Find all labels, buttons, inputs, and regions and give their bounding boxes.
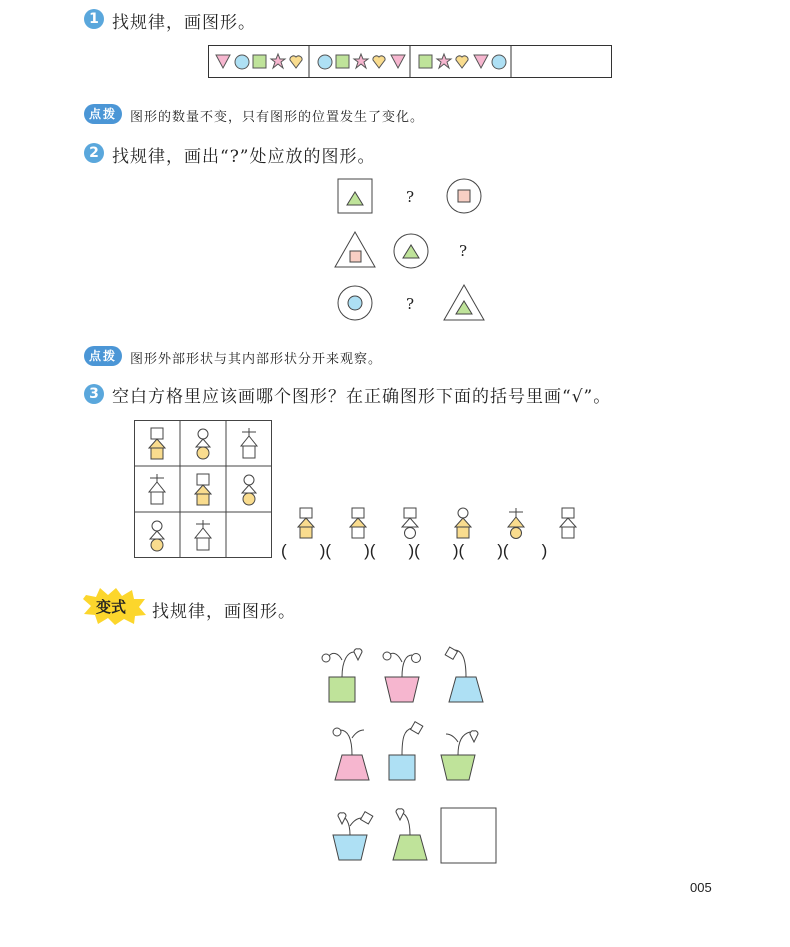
plant-7 <box>333 812 373 860</box>
option-6-figure <box>560 508 576 538</box>
tip-2-text: 图形外部形状与其内部形状分开来观察。 <box>130 352 383 367</box>
tip-badge: 点拨 <box>84 104 122 124</box>
plant-6 <box>441 731 478 780</box>
variant-label: 变式 <box>96 598 127 616</box>
plant-8 <box>393 809 427 860</box>
q3-grid <box>134 420 272 558</box>
question-3-text: 空白方格里应该画哪个图形？在正确图形下面的括号里画“√”。 <box>112 387 612 407</box>
question-1-number: 1 <box>84 9 104 29</box>
option-3-figure <box>402 508 418 539</box>
question-2-text: 找规律，画出“?”处应放的图形。 <box>112 147 376 167</box>
plant-4 <box>333 728 369 780</box>
variant-text: 找规律，画图形。 <box>152 602 296 622</box>
tip-badge: 点拨 <box>84 346 122 366</box>
q2-question-mark: ? <box>459 242 468 260</box>
page-number: 005 <box>690 880 712 895</box>
plant-5 <box>389 722 423 780</box>
plant-3 <box>445 647 483 702</box>
tip-1-text: 图形的数量不变，只有图形的位置发生了变化。 <box>130 110 425 125</box>
question-3-number: 3 <box>84 384 104 404</box>
q2-question-mark: ? <box>406 295 415 313</box>
blank-answer-box <box>441 808 496 863</box>
q3-options <box>290 505 590 545</box>
option-5-figure <box>508 508 524 539</box>
answer-brackets[interactable]: ( )( )( )( )( )( ) <box>281 541 548 560</box>
q1-sequence-box <box>208 45 612 78</box>
question-2-number: 2 <box>84 143 104 163</box>
question-1-text: 找规律，画图形。 <box>112 13 256 33</box>
option-4-figure <box>455 508 471 538</box>
q2-question-mark: ? <box>406 188 415 206</box>
option-2-figure <box>350 508 366 538</box>
variant-plant-grid <box>320 640 510 870</box>
plant-1 <box>322 649 362 702</box>
plant-2 <box>383 652 421 702</box>
option-1-figure <box>298 508 314 538</box>
